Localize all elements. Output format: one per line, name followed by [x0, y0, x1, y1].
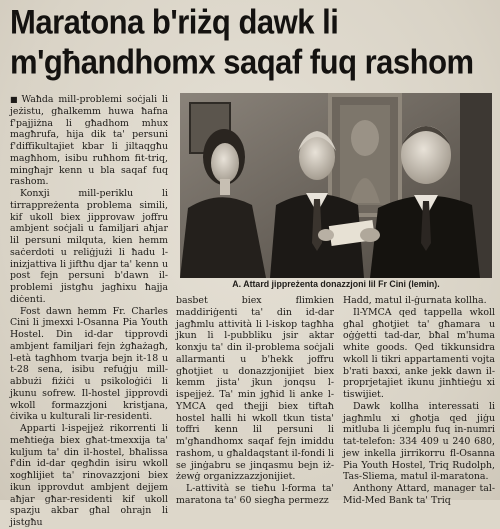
paragraph: Apparti l-ispejjeż rikorrenti li meħtieġa biex għat-tmexxija ta' kuljum ta' din il-hostel, bħalissa f'din id-dar qegħdin isiru wkoll xogħlijiet ta' rinovazzjoni biex ikun ipprovdut ambjent dejjem aħjar għar-residenti kif ukoll spazju akbar għal ohrajn li jistgħu	[10, 423, 168, 528]
paragraph: Anthony Attard, manager tal-Mid-Med Bank ta' Triq	[343, 483, 495, 506]
headline-line-1: Maratona b'riżq dawk li	[10, 2, 339, 42]
paragraph: Dawk kollha interessati li jagħmlu xi għotja qed jiġu mitluba li jċemplu fuq in-numri tat-telefon: 334 409 u 240 680, jew inkella jirrikorru fl-Osanna Pia Youth Hostel, Triq Rudolph, Tas-Sliema, matul il-maratona.	[343, 400, 495, 483]
headline-line-2: m'għandhomx saqaf fuq rashom	[10, 42, 474, 82]
article-column-1	[10, 94, 168, 528]
photo-caption: A. Attard jippreżenta donazzjoni lil Fr Cini (lemin).	[232, 279, 440, 289]
paragraph: L-attività se tieħu l-forma ta' maratona ta' 60 siegħa permezz	[176, 483, 334, 506]
article-column-2	[176, 295, 334, 506]
paragraph: Il-YMCA qed tappella wkoll għal għotjiet ta' għamara u oġġetti tad-dar, bħal m'huma white goods. Qed tikkunsidra wkoll li tikri appartamenti vojta b'rati baxxi, anke jekk dawn il-proprjetajiet ikunu jinħtieġu xi tiswijiet.	[343, 306, 495, 400]
article-column-3	[343, 295, 495, 506]
paragraph: basbet biex flimkien maddiriġenti ta' din id-dar jagħmlu attività li l-iskop tagħha jkun li l-pubbliku jsir aktar konxju ta' din il-problema soċjali allarmanti u b'hekk joffru għotjiet u donazzjonijiet biex kemm jista' jkun jonqsu l-ispejjeż. Ta' min jgħid li anke l-YMCA qed tħejji biex tiftaħ hostel halli hi wkoll tkun tista' toffri kenn lil persuni li m'għandhomx saqaf fejn imiddu rashom, u għaldaqstant il-fondi li se jinġabru se jinqasmu bejn iż-żewġ organizzazzjonijiet.	[176, 295, 334, 483]
paragraph: ■ Waħda mill-problemi soċjali li jeżistu, għalkemm huwa ħafna f'pajjiżna li għadhom mhux magħrufa, hija dik ta' persuni f'diffikultajiet kbar li jiltaqgħu magħhom, isibu ruħhom fit-triq, mingħajr kenn u bla saqaf fuq rashom.	[10, 94, 168, 188]
paragraph: Konxji mill-periklu li tirrappreżenta problema simili, kif ukoll biex jipprovaw joffru ambjent soċjali u familjari aħjar lil persuni milquta, kien hemm saċerdoti u reliġjużi li ħadu l-inizjattiva li jiftħu djar ta' kenn u post fejn persuni b'dawn il-problemi jistgħu jagħixu ħajja diċenti.	[10, 188, 168, 305]
news-photo	[180, 93, 492, 278]
paragraph: Fost dawn hemm Fr. Charles Cini li jmexxi l-Osanna Pia Youth Hostel. Din id-dar tipprovdi ambjent familjari fejn żgħażagħ, l-età tagħhom tvarja bejn it-18 u t-28 sena, isibu refuġju mill-abbużi fiżiċi u psikoloġiċi li jkunu sofrew. Il-hostel jipprovdi wkoll formazzjoni kristjana, ċivika u kulturali lir-residenti.	[10, 305, 168, 423]
bullet-icon: ■	[10, 95, 20, 104]
paragraph: Hadd, matul il-ġurnata kollha.	[343, 295, 487, 306]
